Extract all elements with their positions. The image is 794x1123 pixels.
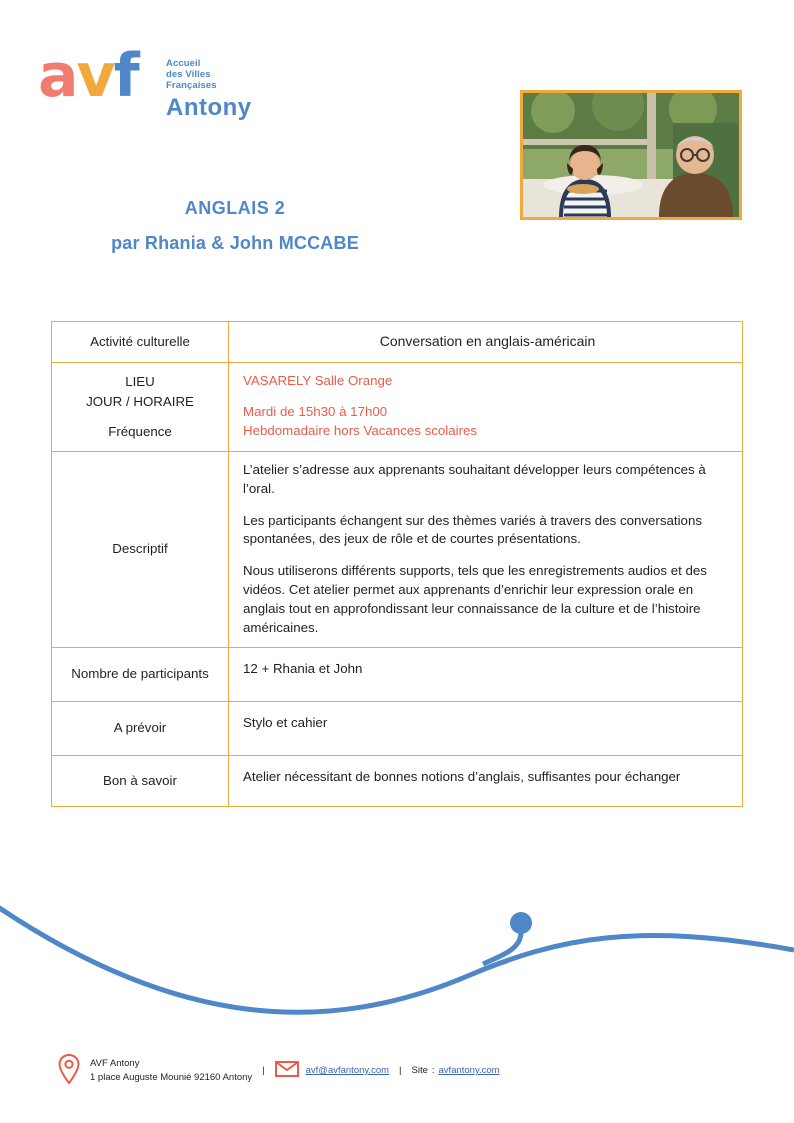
envelope-icon — [275, 1061, 299, 1080]
location-pin-icon — [58, 1054, 80, 1087]
table-row — [52, 322, 743, 363]
descriptif-paragraph-2: Les participants échangent sur des thèmes variés à travers des conversations spontanées, des jeux de rôle et de courtes présentations. — [243, 512, 702, 547]
row-value-nombre-participants: 12 + Rhania et John — [229, 647, 743, 701]
footer-address — [90, 1057, 252, 1085]
footer-address-line: 1 place Auguste Mounié 92160 Antony — [90, 1071, 253, 1083]
page-footer — [0, 1048, 794, 1108]
footer-email-link[interactable]: avf@avfantony.com — [305, 1065, 390, 1076]
row-label-descriptif: Descriptif — [52, 451, 229, 647]
logo-tagline — [166, 58, 217, 91]
table-row — [52, 363, 743, 452]
row-label-nombre-participants: Nombre de participants — [52, 647, 229, 701]
photo-illustration — [523, 93, 739, 217]
footer-separator-2: | — [399, 1065, 402, 1076]
header-photo — [520, 90, 742, 220]
table-row — [52, 647, 743, 701]
footer-site-colon: : — [431, 1065, 435, 1076]
decorative-wave — [0, 880, 794, 1040]
table-row — [52, 755, 743, 807]
label-lieu: LIEU — [125, 374, 155, 389]
title-sub: par Rhania & John MCCABE — [111, 233, 359, 253]
row-value-lieu-horaire — [229, 363, 743, 452]
table-row — [52, 451, 743, 647]
logo-tagline-line-2: des Villes — [166, 69, 211, 80]
value-frequence: Hebdomadaire hors Vacances scolaires — [243, 422, 478, 438]
label-frequence: Fréquence — [108, 423, 172, 439]
logo-city-name: Antony — [166, 94, 252, 121]
descriptif-paragraph-3: Nous utiliserons différents supports, tels que les enregistrements audios et des vidéos. Cet atelier permet aux apprenants d’enrichir leur expression orale en anglais tout en approfondissant leur connaissance de la culture et de l’histoire américaines. — [243, 563, 707, 635]
footer-separator-1: | — [262, 1065, 265, 1076]
row-value-a-prevoir: Stylo et cahier — [229, 701, 743, 755]
logo-wordmark — [38, 41, 138, 111]
row-label-lieu-horaire — [52, 363, 229, 452]
row-value-activite-culturelle: Conversation en anglais-américain — [229, 322, 743, 363]
logo-tagline-line-3: Françaises — [166, 80, 217, 91]
activity-details-table — [51, 321, 743, 807]
logo-letter-f: f — [113, 41, 138, 111]
footer-site-link[interactable]: avfantony.com — [438, 1065, 500, 1076]
logo-letter-v: v — [76, 41, 114, 111]
row-label-a-prevoir: A prévoir — [52, 701, 229, 755]
wave-dot — [510, 912, 532, 934]
row-label-bon-a-savoir: Bon à savoir — [52, 755, 229, 807]
value-horaire: Mardi de 15h30 à 17h00 — [243, 403, 388, 419]
row-value-bon-a-savoir: Atelier nécessitant de bonnes notions d’anglais, suffisantes pour échanger — [229, 755, 743, 807]
page-title — [0, 198, 470, 254]
label-spacer — [62, 412, 218, 422]
footer-content — [58, 1054, 500, 1087]
footer-site-label: Site — [411, 1065, 428, 1076]
avf-logo — [38, 41, 338, 134]
logo-letter-a: a — [38, 41, 77, 111]
label-jour-horaire: JOUR / HORAIRE — [86, 393, 194, 409]
value-lieu: VASARELY Salle Orange — [243, 373, 393, 388]
logo-tagline-line-1: Accueil — [166, 58, 201, 69]
descriptif-paragraph-1: L’atelier s’adresse aux apprenants souhaitant développer leurs compétences à l’oral. — [243, 461, 706, 496]
page-header — [0, 41, 794, 253]
footer-org-name: AVF Antony — [90, 1057, 140, 1069]
table-row — [52, 701, 743, 755]
row-value-descriptif — [229, 451, 743, 647]
title-main: ANGLAIS 2 — [184, 198, 286, 218]
row-label-activite-culturelle: Activité culturelle — [52, 322, 229, 363]
